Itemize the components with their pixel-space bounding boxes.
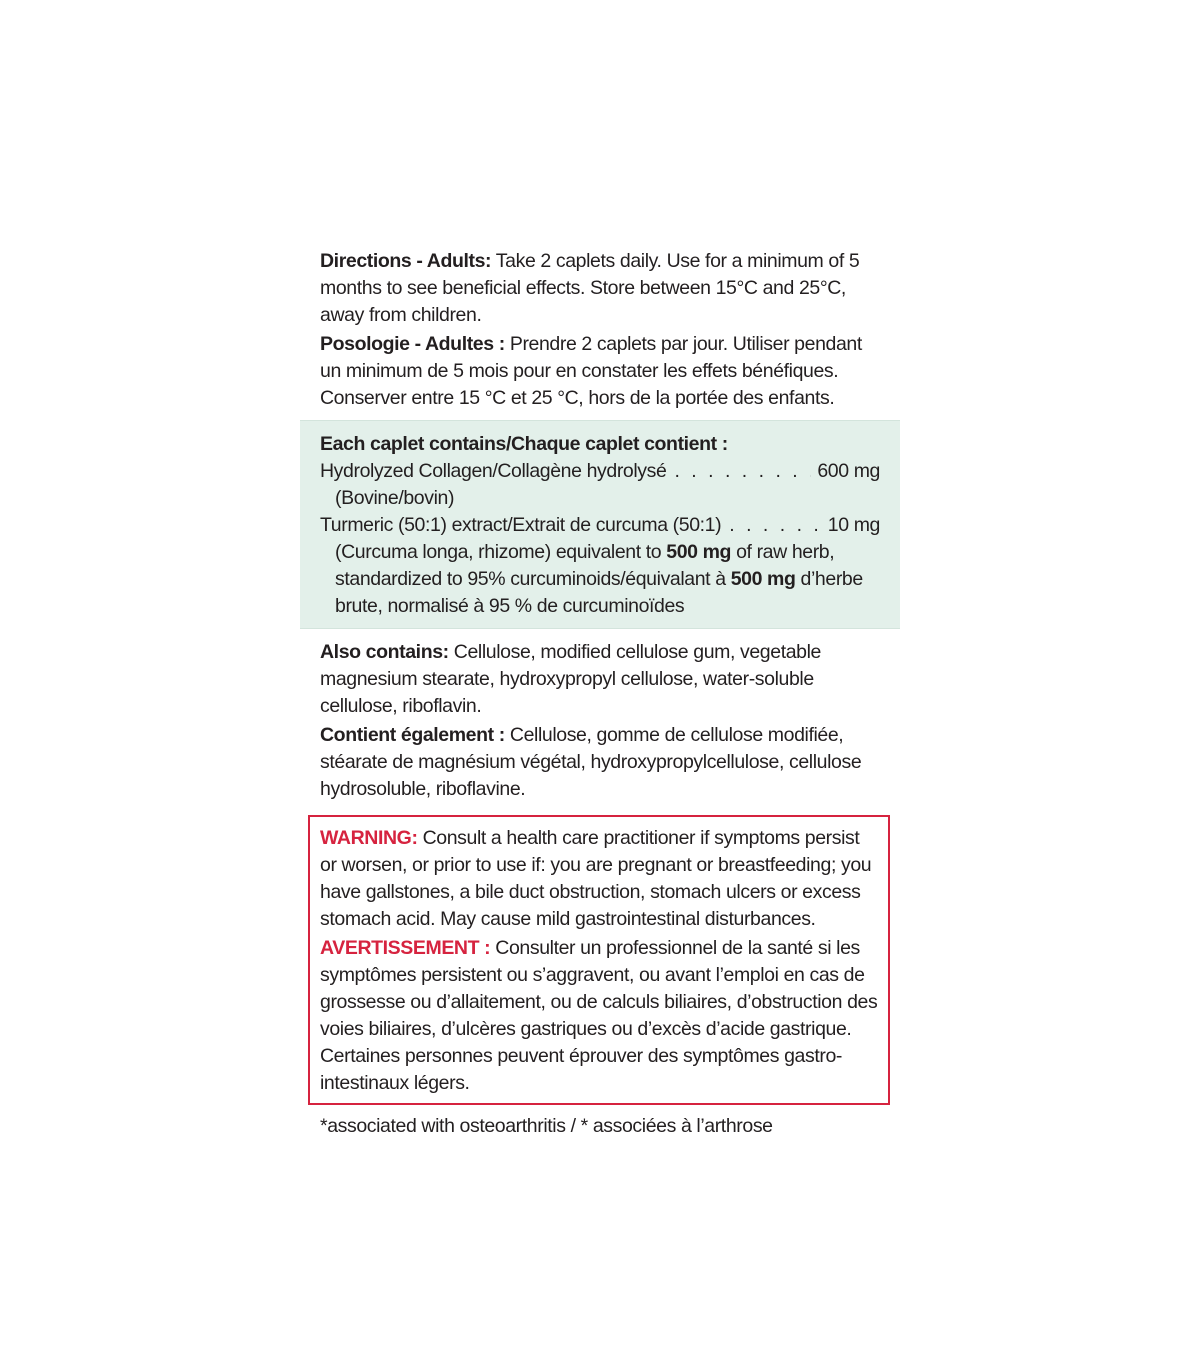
also-contains-en [320, 639, 880, 720]
ingredient-row [320, 458, 880, 485]
ingredient-row [320, 512, 880, 539]
also-contains-fr-label: Contient également : [320, 724, 505, 746]
directions-fr-label: Posologie - Adultes : [320, 333, 505, 355]
also-contains-en-text: Cellulose, modified cellulose gum, vegetable magnesium stearate, hydroxypropyl cellulose, water-soluble cellulose, riboflavin. [320, 641, 821, 717]
warning-en-label: WARNING: [320, 827, 418, 849]
warning-fr-text: Consulter un professionnel de la santé si les symptômes persistent ou s’aggravent, ou avant l’emploi en cas de grossesse ou d’allaitement, ou de calculs biliaires, d’obstruction des voies biliaires, d’ulcères gastriques ou d’excès d’acide gastrique. Certaines personnes peuvent éprouver des symptômes gastro-intestinaux légers. [320, 937, 878, 1094]
also-contains-fr [320, 722, 880, 803]
raw-herb-amount-fr: 500 mg [730, 568, 796, 590]
ingredient-detail: (Curcuma longa, rhizome) equivalent to 500 mg of raw herb, standardized to 95% curcuminoids/équivalant à 500 mg d’herbe brute, normalisé à 95 % de curcuminoïdes [335, 541, 863, 617]
ingredient-source: (Bovine/bovin) [335, 487, 455, 509]
raw-herb-amount: 500 mg [666, 541, 732, 563]
warning-fr-label: AVERTISSEMENT : [320, 937, 491, 959]
product-label-panel [300, 248, 900, 1140]
directions-section [300, 248, 900, 412]
ingredients-heading: Each caplet contains/Chaque caplet contient : [320, 433, 728, 455]
leader-dots [729, 512, 822, 539]
warning-box [308, 815, 890, 1105]
ingredient-name: Hydrolyzed Collagen/Collagène hydrolysé [320, 460, 667, 482]
also-contains-en-label: Also contains: [320, 641, 449, 663]
leader-dots [674, 458, 811, 485]
ingredient-amount: 600 mg [817, 460, 880, 482]
also-contains-section [300, 639, 900, 803]
footnote: *associated with osteoarthritis / * associées à l’arthrose [320, 1115, 773, 1137]
warning-en-text: Consult a health care practitioner if symptoms persist or worsen, or prior to use if: you are pregnant or breastfeeding; you have gallstones, a bile duct obstruction, stomach ulcers or excess stomach acid. May cause mild gastrointestinal disturbances. [320, 827, 872, 930]
directions-en-text: Take 2 caplets daily. Use for a minimum of 5 months to see beneficial effects. Store between 15°C and 25°C, away from children. [320, 250, 860, 326]
directions-fr-text: Prendre 2 caplets par jour. Utiliser pendant un minimum de 5 mois pour en constater les effets bénéfiques. Conserver entre 15 °C et 25 °C, hors de la portée des enfants. [320, 333, 862, 409]
warning-fr [320, 935, 878, 1097]
ingredient-name: Turmeric (50:1) extract/Extrait de curcuma (50:1) [320, 514, 722, 536]
directions-en-label: Directions - Adults: [320, 250, 492, 272]
ingredient-amount: 10 mg [827, 514, 880, 536]
directions-en [320, 248, 880, 329]
warning-en [320, 825, 878, 933]
also-contains-fr-text: Cellulose, gomme de cellulose modifiée, stéarate de magnésium végétal, hydroxypropylcellulose, cellulose hydrosoluble, riboflavine. [320, 724, 862, 800]
ingredients-panel [300, 420, 900, 629]
directions-fr [320, 331, 880, 412]
